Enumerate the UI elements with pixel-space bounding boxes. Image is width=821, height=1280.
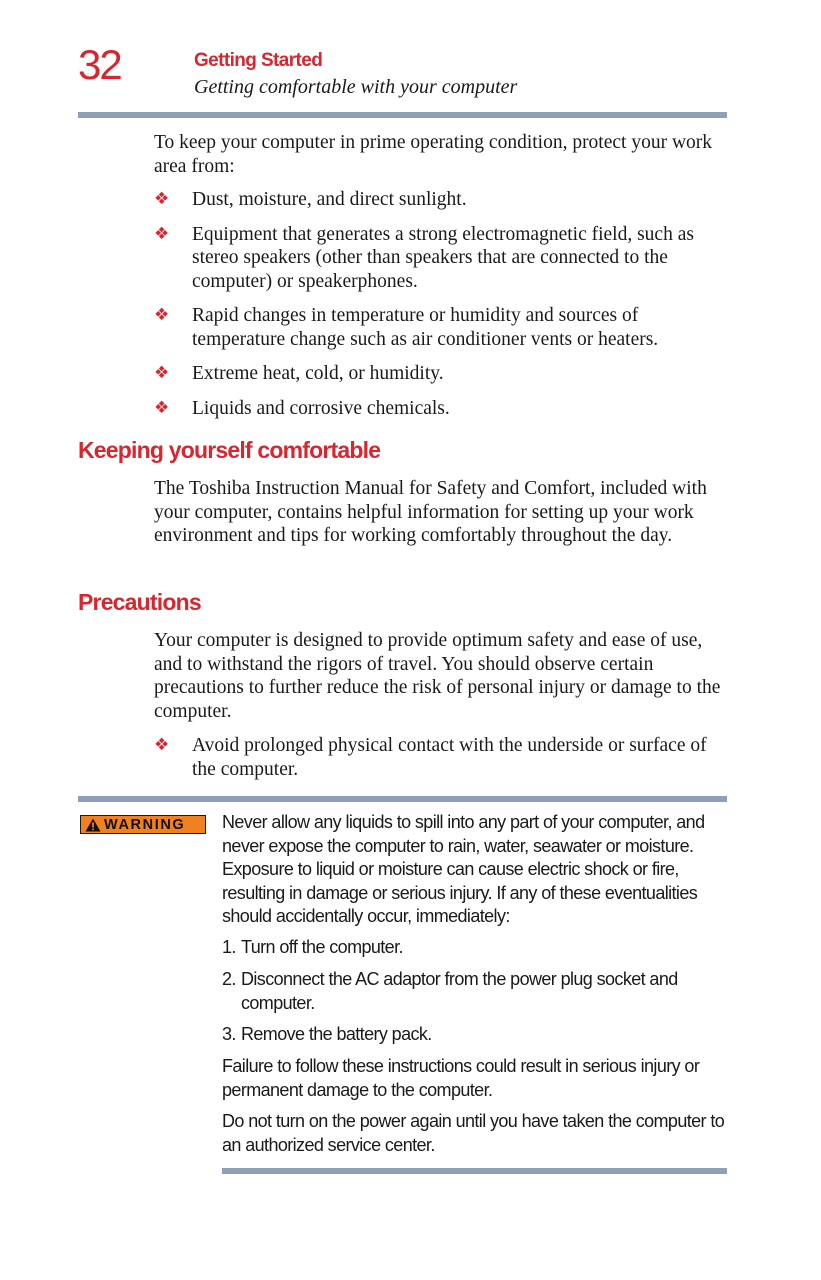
protection-list bbox=[154, 188, 729, 420]
warning-step bbox=[222, 936, 727, 960]
section-subtitle: Getting comfortable with your computer bbox=[194, 76, 518, 98]
precautions-heading: Precautions bbox=[78, 589, 201, 615]
diamond-bullet-icon: ❖ bbox=[154, 189, 170, 209]
step-number: 2. bbox=[222, 969, 236, 989]
chapter-title: Getting Started bbox=[194, 50, 323, 71]
list-item bbox=[154, 397, 729, 421]
step-number: 3. bbox=[222, 1024, 236, 1044]
warning-final-note: Do not turn on the power again until you have taken the computer to an authorized service center. bbox=[222, 1111, 725, 1155]
warning-intro: Never allow any liquids to spill into any part of your computer, and never expose the computer to rain, water, seawater or moisture. Exposure to liquid or moisture can cause electric shock or fire, resulting in damage or serious injury. If any of these eventualities should accidentally occur, immediately: bbox=[222, 812, 705, 926]
warning-badge bbox=[80, 815, 206, 834]
warning-failure-note: Failure to follow these instructions could result in serious injury or permanent damage to the computer. bbox=[222, 1056, 700, 1100]
list-item-text: Dust, moisture, and direct sunlight. bbox=[192, 189, 467, 210]
list-item-text: Equipment that generates a strong electromagnetic field, such as stereo speakers (other than speakers that are connected to the computer) or speakerphones. bbox=[192, 223, 694, 292]
step-text: Remove the battery pack. bbox=[241, 1024, 432, 1044]
intro-paragraph: To keep your computer in prime operating condition, protect your work area from: bbox=[154, 132, 713, 177]
list-item-text: Extreme heat, cold, or humidity. bbox=[192, 363, 444, 384]
step-number: 1. bbox=[222, 937, 236, 957]
comfort-paragraph: The Toshiba Instruction Manual for Safety and Comfort, included with your computer, contains helpful information for setting up your work environment and tips for working comfortably throughout the day. bbox=[154, 478, 707, 546]
list-item-text: Liquids and corrosive chemicals. bbox=[192, 397, 450, 419]
diamond-bullet-icon: ❖ bbox=[154, 735, 170, 755]
step-text: Disconnect the AC adaptor from the power plug socket and computer. bbox=[241, 969, 678, 1013]
precautions-paragraph: Your computer is designed to provide optimum safety and ease of use, and to withstand the rigors of travel. You should observe certain precautions to further reduce the risk of personal injury or damage to the computer. bbox=[154, 630, 721, 722]
warning-top-divider bbox=[78, 796, 727, 802]
warning-step bbox=[222, 1023, 727, 1047]
step-text: Turn off the computer. bbox=[241, 937, 403, 957]
header-divider bbox=[78, 112, 727, 118]
list-item-text: Rapid changes in temperature or humidity and sources of temperature change such as air conditioner vents or heaters. bbox=[192, 305, 659, 350]
warning-triangle-icon bbox=[85, 818, 101, 832]
diamond-bullet-icon: ❖ bbox=[154, 305, 170, 325]
list-item bbox=[154, 734, 729, 781]
warning-label: WARNING bbox=[104, 816, 186, 833]
diamond-bullet-icon: ❖ bbox=[154, 363, 170, 383]
warning-bottom-divider bbox=[222, 1168, 727, 1174]
warning-step bbox=[222, 968, 727, 1015]
precautions-list bbox=[154, 734, 729, 781]
list-item bbox=[154, 304, 729, 351]
diamond-bullet-icon: ❖ bbox=[154, 397, 170, 418]
list-item-text: Avoid prolonged physical contact with the underside or surface of the computer. bbox=[192, 735, 707, 780]
list-item bbox=[154, 362, 729, 386]
diamond-bullet-icon: ❖ bbox=[154, 223, 170, 244]
list-item bbox=[154, 223, 729, 294]
comfort-heading: Keeping yourself comfortable bbox=[78, 437, 381, 463]
page-number: 32 bbox=[78, 41, 121, 88]
list-item bbox=[154, 188, 729, 212]
